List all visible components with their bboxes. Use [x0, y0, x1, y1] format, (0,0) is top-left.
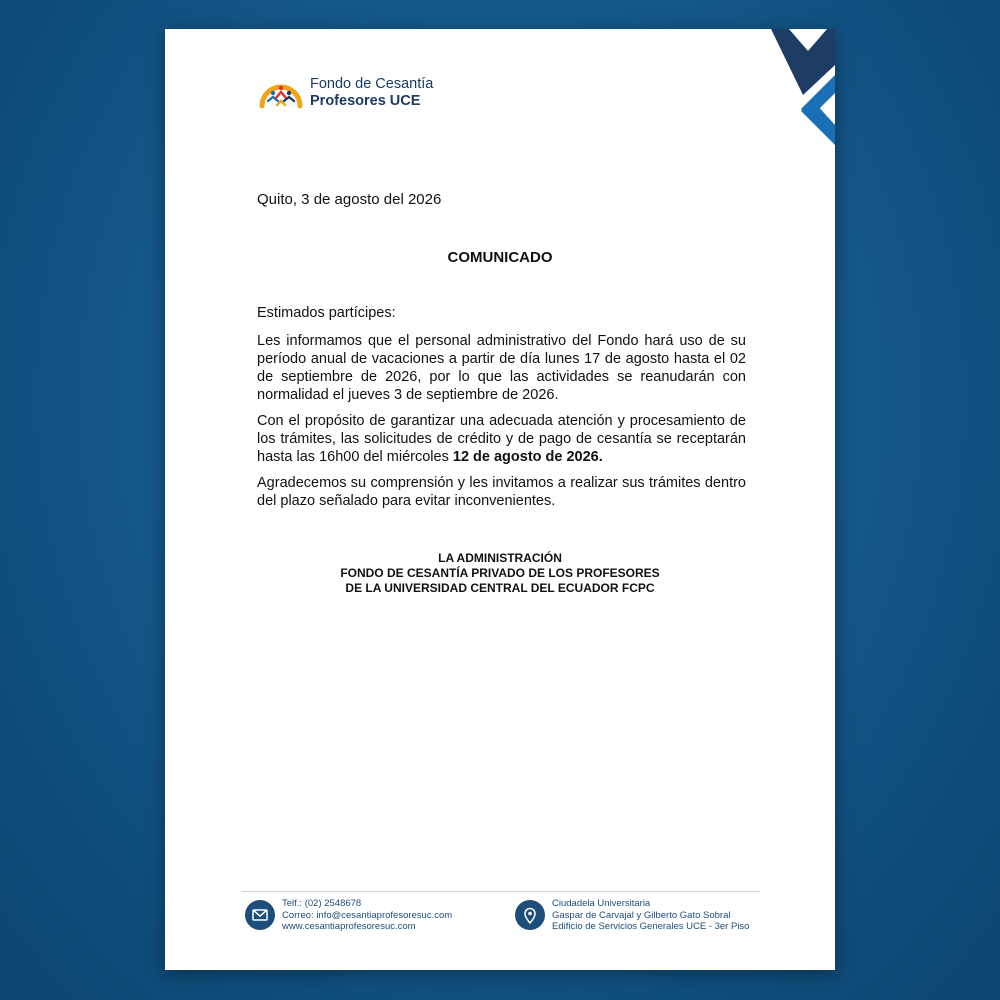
letter-body: [257, 304, 746, 518]
paragraph-2-deadline: 12 de agosto de 2026.: [452, 449, 603, 465]
letter-date: Quito, 3 de agosto del 2026: [257, 191, 442, 208]
footer-email[interactable]: Correo: info@cesantiaprofesoresuc.com: [282, 909, 453, 921]
letter-greeting: Estimados partícipes:: [257, 305, 396, 321]
footer-address-line-2: Gaspar de Carvajal y Gilberto Gato Sobral: [552, 909, 731, 921]
logo-line-1: Fondo de Cesantía: [310, 76, 434, 92]
logo: [258, 74, 448, 114]
footer-phone: Telf.: (02) 2548678: [282, 898, 362, 909]
footer-address-line-1: Ciudadela Universitaria: [552, 898, 651, 909]
paragraph-2: [257, 412, 746, 466]
letter-page: [165, 29, 835, 970]
footer-website[interactable]: www.cesantiaprofesoresuc.com: [282, 921, 416, 932]
footer-divider: [242, 891, 760, 892]
location-pin-icon: [515, 900, 545, 930]
mail-icon: [245, 900, 275, 930]
signature-line-2: FONDO DE CESANTÍA PRIVADO DE LOS PROFESORES: [340, 566, 660, 580]
paragraph-3: Agradecemos su comprensión y les invitamos a realizar sus trámites dentro del plazo señalado para evitar inconvenientes.: [257, 475, 746, 509]
signature-block: [165, 551, 835, 596]
signature-line-1: LA ADMINISTRACIÓN: [438, 551, 562, 565]
paragraph-2-text: Con el propósito de garantizar una adecuada atención y procesamiento de los trámites, las solicitudes de crédito y de pago de cesantía se receptarán hasta las 16h00 del miércoles: [257, 413, 746, 465]
footer-address-line-3: Edificio de Servicios Generales UCE - 3er Piso: [552, 921, 750, 932]
letter-title: COMUNICADO: [447, 249, 553, 266]
corner-decoration: [715, 29, 835, 149]
signature-line-3: DE LA UNIVERSIDAD CENTRAL DEL ECUADOR FCPC: [345, 581, 655, 595]
paragraph-1: Les informamos que el personal administrativo del Fondo hará uso de su período anual de vacaciones a partir de día lunes 17 de agosto hasta el 02 de septiembre de 2026, por lo que las actividades se reanudarán con normalidad el jueves 3 de septiembre de 2026.: [257, 333, 746, 403]
logo-mark-icon: [258, 76, 304, 110]
logo-line-2: Profesores UCE: [310, 93, 421, 109]
